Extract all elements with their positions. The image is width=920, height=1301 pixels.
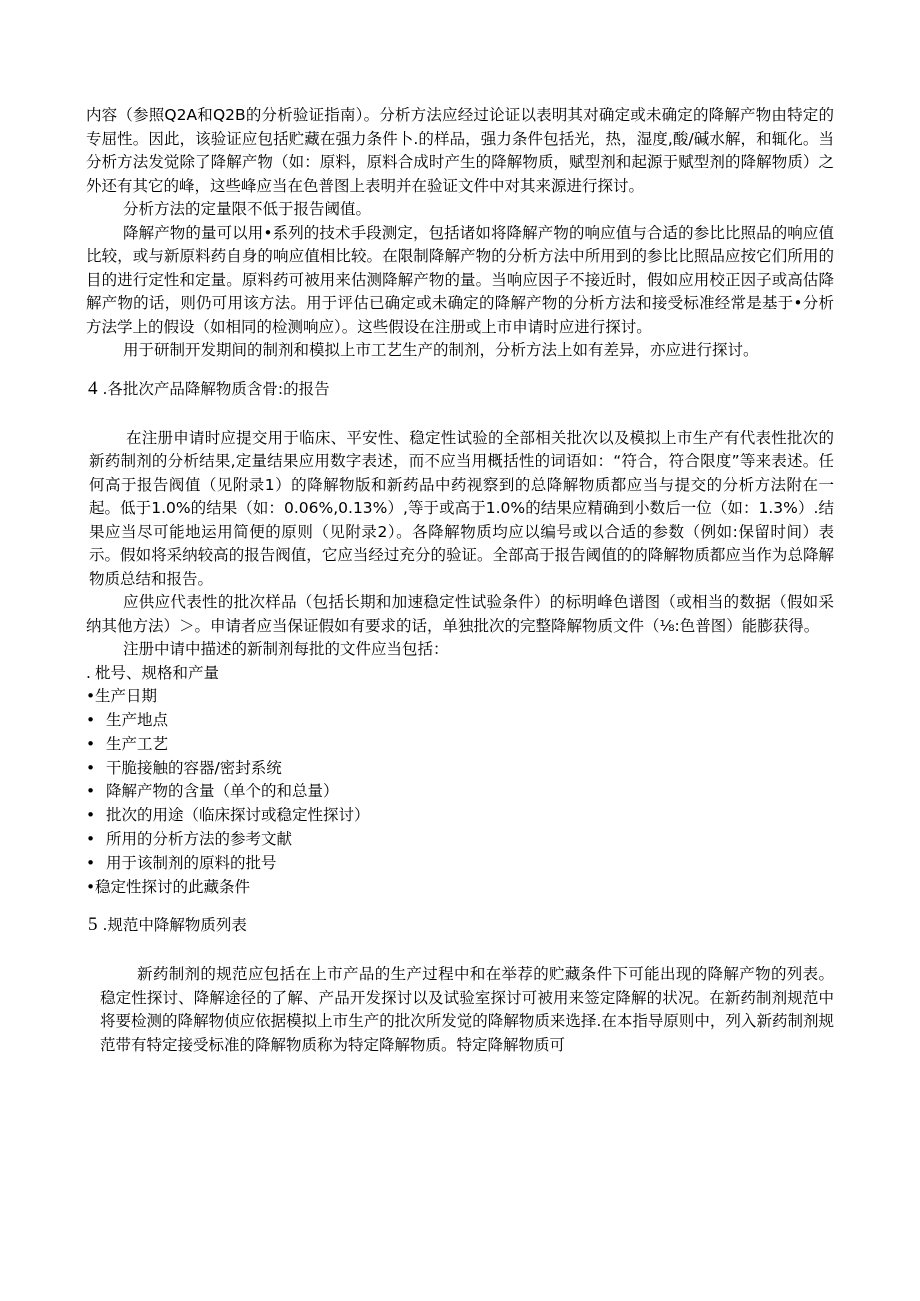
section-4-number: 4 — [88, 377, 98, 399]
list-item: • 生产地点 — [86, 711, 169, 730]
list-item: • 用于该制剂的原料的批号 — [86, 853, 277, 872]
intro-paragraph-3: 降解产物的量可以用•系列的技术手段测定，包括诸如将降解产物的响应值与合适的参比比照品的响应值比较，或与新原料药自身的响应值相比较。在限制降解产物的分析方法中所用到的参比比照品应按它们所用的目的进行定性和定量。原料药可被用来估测降解产物的量。当响应因子不接近时，假如应用校正因子或高估降解产物的话，则仍可用该方法。用于评估已确定或未确定的降解产物的分析方法和接受标准经常是基于•分析方法学上的假设（如相同的检测响应）。这些假设在注册或上市申请时应进行探讨。 — [86, 223, 834, 336]
list-item: • 批次的用途（临床探讨或稳定性探讨） — [86, 806, 370, 825]
list-item: • 降解产物的含量（单个的和总量） — [86, 782, 339, 801]
section-5-paragraph-1: 新药制剂的规范应包括在上市产品的生产过程中和在举荐的贮藏条件下可能出现的降解产物的列表。稳定性探讨、降解途径的了解、产品开发探讨以及试验室探讨可被用来签定降解的状况。在新药制剂规范中将要检测的降解物侦应依据模拟上市生产的批次所发觉的降解物质来选择.在本指导原则中，列入新药制剂规范带有特定接受标准的降解物质称为特定降解物质。特定降解物质可 — [100, 965, 834, 1054]
section-5-heading — [86, 913, 834, 937]
section-4-paragraph-1: 在注册申请时应提交用于临床、平安性、稳定性试验的全部相关批次以及模拟上市生产有代表性批次的新药制剂的分析结果,定量结果应用数字表述，而不应当用概括性的词语如：“符合，符合限度”等来表述。任何高于报告阀值（见附录1）的降解物版和新药品中药视察到的总降解物质都应当与提交的分析方法附在一起。低于1.0%的结果（如：0.06%,0.13%）,等于或高于1.0%的结果应精确到小数后一位（如：1.3%）.结果应当尽可能地运用简便的原则（见附录2）。各降解物质均应以编号或以合适的参数（例如:保留时间）表示。假如将采纳较高的报告阀值，它应当经过充分的验证。全部高于报告阈值的的降解物质都应当作为总降解物质总结和报告。 — [89, 428, 834, 588]
list-item: . 枇号、规格和产量 — [86, 663, 220, 682]
intro-paragraph-1: 内容（参照Q2A和Q2B的分析验证指南）。分析方法应经过论证以表明其对确定或未确定的降解产物由特定的专屈性。因此，该验证应包括贮藏在强力条件卜.的样品，强力条件包括光，热，湿度,酸/碱水解，和辄化。当分析方法发觉除了降解产物（如：原料，原料合成时产生的降解物质，赋型剂和起源于赋型剂的降解物质）之外还有其它的峰，这些峰应当在色普图上表明并在验证文件中对其来源进行探讨。 — [86, 106, 834, 195]
intro-paragraph-2: 分析方法的定量限不低于报告阈值。 — [123, 200, 372, 218]
section-5-number: 5 — [88, 914, 98, 936]
batch-document-list — [86, 662, 834, 900]
intro-paragraph-4: 用于研制开发期间的制剂和模拟上市工艺生产的制剂，分析方法上如有差异，亦应进行探讨。 — [123, 341, 759, 359]
list-item: • 干脆接触的容器/密封系统 — [86, 758, 282, 777]
document-page — [86, 104, 834, 1057]
list-item: • 所用的分析方法的参考文献 — [86, 830, 293, 849]
section-4-paragraph-3: 注册中请中描述的新制剂每批的文件应当包括： — [123, 640, 449, 658]
section-4-heading — [86, 377, 834, 401]
list-item: •稳定性探讨的此藏条件 — [86, 877, 251, 896]
section-4-title: .各批次产品降解物质含骨:的报告 — [102, 379, 330, 398]
section-5-title: .规范中降解物质列表 — [102, 916, 247, 935]
list-item: •生产日期 — [86, 687, 158, 706]
list-item: • 生产工艺 — [86, 734, 169, 753]
section-4-paragraph-2: 应供应代表性的批次样品（包括长期和加速稳定性试验条件）的标明峰色谱图（或相当的数据（假如采纳其他方法）＞。申请者应当保证假如有要求的话，单独批次的完整降解物质文件（⅛:色普图）能膨获得。 — [86, 593, 834, 635]
